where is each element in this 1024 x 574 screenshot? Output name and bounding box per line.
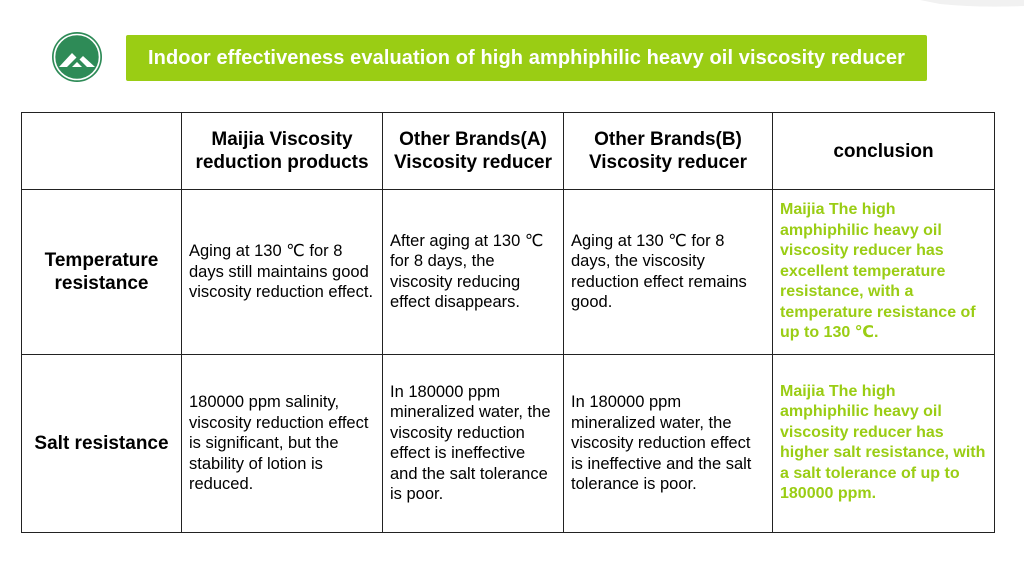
header-maijia: Maijia Viscosity reduction products — [182, 113, 383, 190]
header-empty-cell — [22, 113, 182, 190]
cell-brand-a: After aging at 130 ℃ for 8 days, the viscosity reducing effect disappears. — [383, 190, 564, 354]
cell-conclusion: Maijia The high amphiphilic heavy oil viscosity reducer has excellent temperature resistance, with a temperature resistance of up to 130 ℃. — [773, 190, 995, 354]
row-label-temperature: Temperature resistance — [22, 190, 182, 354]
cell-conclusion: Maijia The high amphiphilic heavy oil viscosity reducer has higher salt resistance, with a salt tolerance of up to 180000 ppm. — [773, 354, 995, 532]
title-banner — [126, 35, 927, 81]
comparison-table — [21, 112, 995, 533]
header-brand-a: Other Brands(A) Viscosity reducer — [383, 113, 564, 190]
cell-brand-b: Aging at 130 ℃ for 8 days, the viscosity reduction effect remains good. — [564, 190, 773, 354]
mountain-logo-icon — [50, 30, 104, 84]
cell-maijia: Aging at 130 ℃ for 8 days still maintains good viscosity reduction effect. — [182, 190, 383, 354]
cell-brand-b: In 180000 ppm mineralized water, the viscosity reduction effect is ineffective and the salt tolerance is poor. — [564, 354, 773, 532]
cell-maijia: 180000 ppm salinity, viscosity reduction effect is significant, but the stability of lotion is reduced. — [182, 354, 383, 532]
table-row — [22, 190, 995, 354]
corner-decoration-icon — [920, 0, 1024, 20]
cell-brand-a: In 180000 ppm mineralized water, the viscosity reduction effect is ineffective and the salt tolerance is poor. — [383, 354, 564, 532]
row-label-salt: Salt resistance — [22, 354, 182, 532]
table-row — [22, 354, 995, 532]
header-brand-b: Other Brands(B) Viscosity reducer — [564, 113, 773, 190]
header-conclusion: conclusion — [773, 113, 995, 190]
table-header-row — [22, 113, 995, 190]
page-title: Indoor effectiveness evaluation of high amphiphilic heavy oil viscosity reducer — [148, 46, 905, 69]
